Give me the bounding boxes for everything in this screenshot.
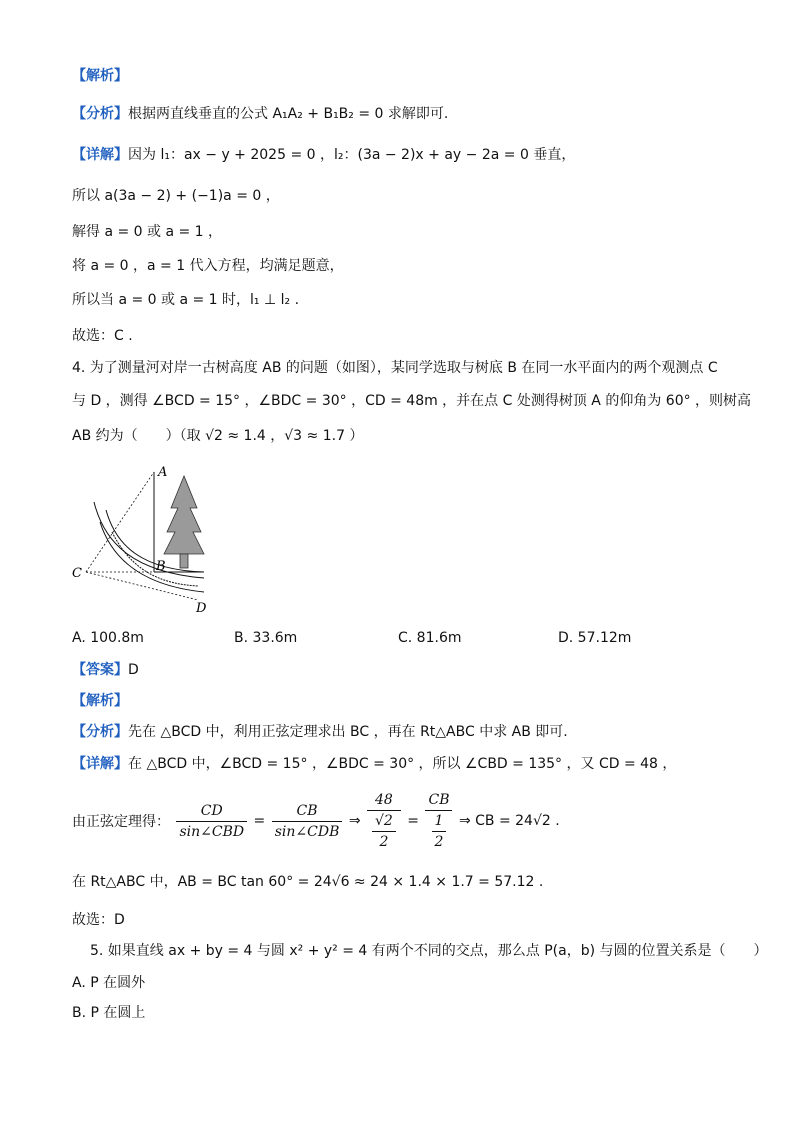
q4-fenxi-text: 先在 △BCD 中，利用正弦定理求出 BC ，再在 Rt△ABC 中求 AB 即可. (128, 724, 568, 740)
q3-step3: 将 a = 0 ，a = 1 代入方程，均满足题意， (72, 258, 344, 274)
sine-frac-4: $\frac{CB}{\frac{1}{2}}$ (425, 790, 452, 852)
q5-stem: 5. 如果直线 ax + by = 4 与圆 x² + y² = 4 有两个不同的交点，那么点 P(a，b) 与圆的位置关系是（ ） (90, 943, 768, 959)
q4-option-d: D. 57.12m (558, 630, 632, 646)
q4-options (72, 630, 732, 650)
q4-stem-line3: AB 约为（ ）（取 √2 ≈ 1.4 ，√3 ≈ 1.7 ） (72, 428, 364, 444)
q4-option-a: A. 100.8m (72, 630, 144, 646)
q4-xiangjie (72, 754, 676, 774)
q4-xiangjie-tag: 【详解】 (72, 756, 128, 772)
tree-icon (164, 476, 204, 568)
q3-step2: 解得 a = 0 或 a = 1 ， (72, 224, 223, 240)
q4-daan-tag: 【答案】 (72, 662, 128, 678)
q4-option-b: B. 33.6m (234, 630, 298, 646)
q5-option-a: A. P 在圆外 (72, 975, 146, 991)
q4-fenxi (72, 722, 568, 742)
q3-xiangjie-tag: 【详解】 (72, 147, 128, 163)
q3-fenxi-text: 根据两直线垂直的公式 A₁A₂ + B₁B₂ = 0 求解即可. (128, 106, 449, 122)
q3-step4: 所以当 a = 0 或 a = 1 时，l₁ ⊥ l₂ . (72, 292, 300, 308)
q4-answer: 故选：D (72, 912, 125, 928)
q5-option-b: B. P 在圆上 (72, 1005, 146, 1021)
q4-xiangjie-text: 在 △BCD 中，∠BCD = 15° ，∠BDC = 30° ，所以 ∠CBD = 135° ，又 CD = 48 ， (128, 756, 677, 772)
q4-daan-value: D (128, 662, 139, 678)
q4-fenxi-tag: 【分析】 (72, 724, 128, 740)
sine-frac-2: $\frac{CB}{\text{sin∠CDB}}$ (272, 801, 343, 842)
sine-result: ⇒ CB = 24√2 . (458, 813, 560, 829)
q3-fenxi-tag: 【分析】 (72, 106, 128, 122)
sine-frac-3: $\frac{48}{\frac{√2}{2}}$ (367, 790, 401, 852)
q4-answer-row (72, 660, 139, 680)
segment-cd (86, 572, 198, 600)
q3-fenxi (72, 104, 448, 124)
q3-xiangjie (72, 145, 575, 165)
label-d: D (196, 601, 207, 616)
q3-jiexi-tag: 【解析】 (72, 68, 128, 84)
q3-xiangjie-text: 因为 l₁：ax − y + 2025 = 0 ，l₂：(3a − 2)x + ay − 2a = 0 垂直， (128, 147, 576, 163)
q3-answer: 故选：C . (72, 328, 133, 344)
q4-sine-rule: 由正弦定理得： $\frac{CD}{\text{sin∠CBD}}$ = $\frac{CB}{\text{sin∠CDB}}$ ⇒ $\frac{48}{\frac{√2}{2}}$ = $\frac{CB}{\frac{1}{2}}$ ⇒ CB = 24√2 . (72, 792, 560, 850)
q4-rt-line: 在 Rt△ABC 中，AB = BC tan 60° = 24√6 ≈ 24 × 1.4 × 1.7 = 57.12 . (72, 874, 544, 890)
label-c: C (72, 566, 82, 581)
q4-figure (72, 462, 212, 622)
label-a: A (158, 465, 168, 480)
q3-step1: 所以 a(3a − 2) + (−1)a = 0 ， (72, 188, 280, 204)
label-b: B (156, 559, 166, 574)
q4-stem-line2: 与 D ，测得 ∠BCD = 15° ，∠BDC = 30° ，CD = 48m ，并在点 C 处测得树顶 A 的仰角为 60° ，则树高 (72, 393, 752, 409)
q4-jiexi-tag: 【解析】 (72, 693, 128, 709)
q4-option-c: C. 81.6m (398, 630, 462, 646)
q4-stem-line1: 4. 为了测量河对岸一古树高度 AB 的问题（如图），某同学选取与树底 B 在同一水平面内的两个观测点 C (72, 360, 718, 376)
sine-frac-1: $\frac{CD}{\text{sin∠CBD}}$ (176, 801, 247, 842)
sine-lead: 由正弦定理得： (72, 814, 170, 830)
